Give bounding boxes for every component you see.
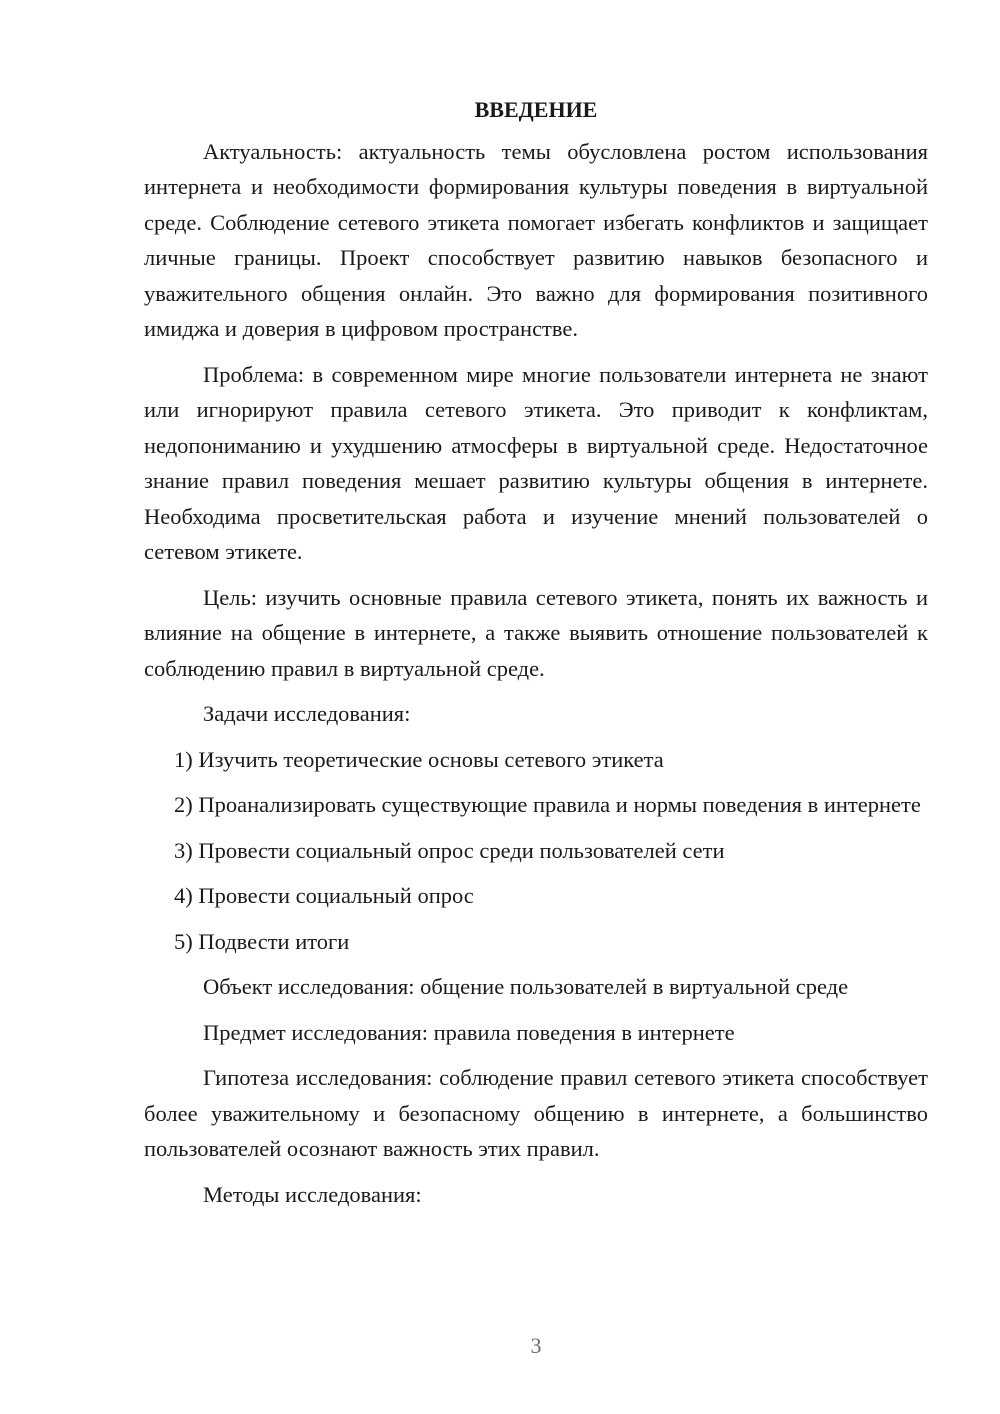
task-item: 1) Изучить теоретические основы сетевого этикета [174,746,664,772]
paragraph-relevance: Актуальность: актуальность темы обусловлена ростом использования интернета и необходимости формирования культуры поведения в виртуальной среде. Соблюдение сетевого этикета помогает избегать конфликтов и защищает личные границы. Проект способствует развитию навыков безопасного и уважительного общения онлайн. Это важно для формирования позитивного имиджа и доверия в цифровом пространстве. [144,138,928,341]
paragraph-hypothesis: Гипотеза исследования: соблюдение правил сетевого этикета способствует более уважительному и безопасному общению в интернете, а большинство пользователей осознают важность этих правил. [144,1065,928,1161]
task-item: 2) Проанализировать существующие правила и нормы поведения в интернете [174,792,921,817]
document-title: ВВЕДЕНИЕ [474,97,598,122]
document-page [144,92,928,1222]
methods-heading: Методы исследования: [203,1181,422,1207]
task-item: 3) Провести социальный опрос среди пользователей сети [174,837,725,863]
task-item: 4) Провести социальный опрос [174,883,474,908]
task-item: 5) Подвести итоги [174,928,350,954]
page-number: 3 [530,1333,542,1358]
paragraph-goal: Цель: изучить основные правила сетевого этикета, понять их важность и влияние на общение в интернете, а также выявить отношение пользователей к соблюдению правил в виртуальной среде. [144,584,928,681]
paragraph-subject: Предмет исследования: правила поведения в интернете [203,1019,735,1045]
paragraph-problem: Проблема: в современном мире многие пользователи интернета не знают или игнорируют правила сетевого этикета. Это приводит к конфликтам, недопониманию и ухудшению атмосферы в виртуальной среде. Недостаточное знание правил поведения мешает развитию культуры общения в интернете. Необходима просветительская работа и изучение мнений пользователей о сетевом этикете. [144,361,928,564]
paragraph-object: Объект исследования: общение пользователей в виртуальной среде [203,974,849,999]
tasks-heading: Задачи исследования: [203,701,411,726]
